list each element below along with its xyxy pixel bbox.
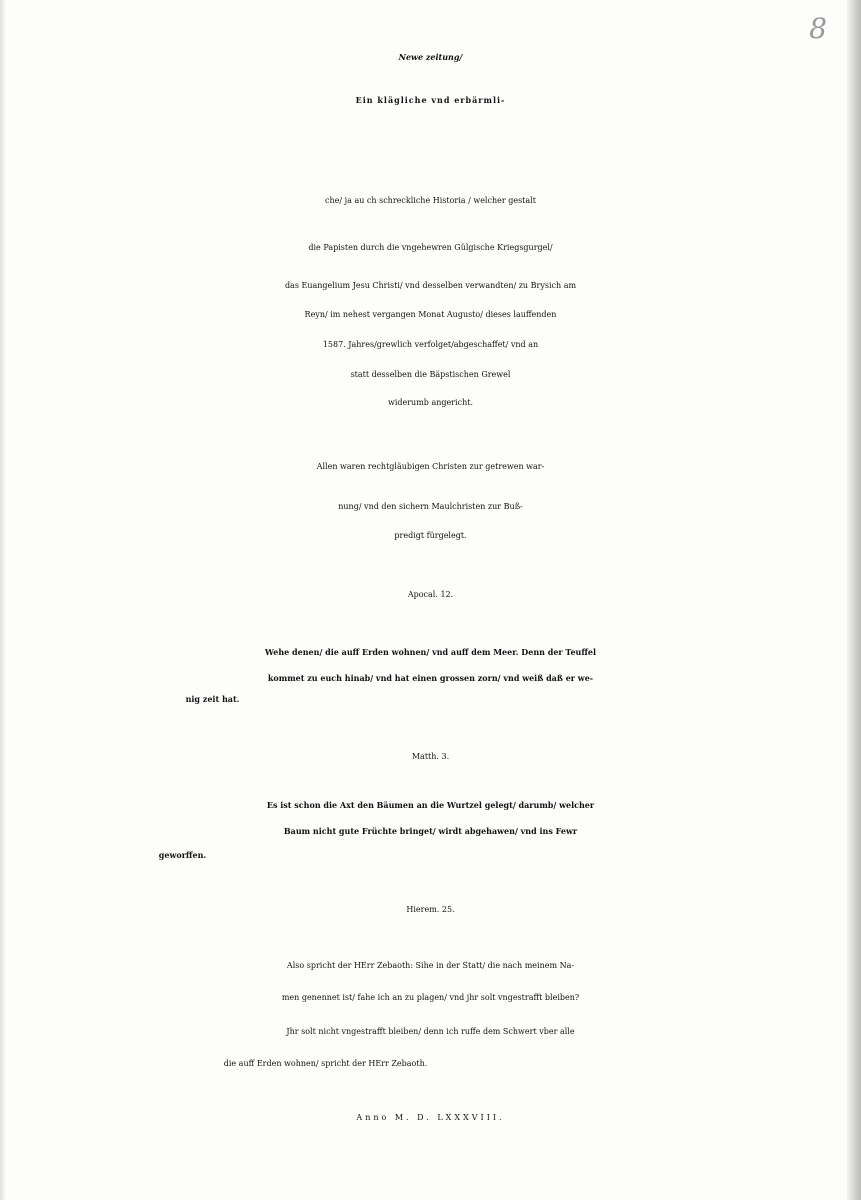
- citation-text-line: Jhr solt nicht vngestrafft bleiben/ denn ich ruffe dem Schwert vber alle: [286, 1027, 575, 1036]
- citation-text-line: Wehe denen/ die auff Erden wohnen/ vnd auff dem Meer. Denn der Teuffel: [264, 647, 597, 657]
- citation-text-line: die auff Erden wohnen/ spricht der HErr Zebaoth.: [223, 1059, 428, 1068]
- page-left-edge: [0, 0, 6, 1200]
- main-heading: Ein klägliche vnd erbärmli-: [355, 95, 506, 105]
- citation-reference-hierem: Hierem. 25.: [406, 905, 455, 914]
- citation-text-line: men genennet ist/ fahe ich an zu plagen/ vnd jhr solt vngestrafft bleiben?: [281, 993, 580, 1002]
- title-line: statt desselben die Bäpstischen Grewel: [350, 370, 511, 379]
- citation-text-line: Also spricht der HErr Zebaoth: Sihe in der Statt/ die nach meinem Na-: [286, 961, 575, 970]
- citation-text-line: nig zeit hat.: [185, 694, 240, 704]
- page-right-edge: [847, 0, 861, 1200]
- citation-text-line: Baum nicht gute Früchte bringet/ wirdt abgehawen/ vnd ins Fewr: [283, 826, 578, 836]
- address-line: predigt fürgelegt.: [394, 531, 467, 540]
- page-number: 8: [809, 12, 827, 45]
- newe-zeitung-heading: Newe zeitung/: [398, 52, 463, 62]
- title-line: Reyn/ im nehest vergangen Monat Augusto/ dieses lauffenden: [304, 310, 557, 319]
- citation-text-line: kommet zu euch hinab/ vnd hat einen grossen zorn/ vnd weiß daß er we-: [267, 673, 594, 683]
- citation-text-line: Es ist schon die Axt den Bäumen an die Wurtzel gelegt/ darumb/ welcher: [266, 800, 595, 810]
- citation-reference-matth: Matth. 3.: [411, 752, 450, 761]
- title-line: widerumb angericht.: [387, 398, 474, 407]
- title-line: che/ ja au ch schreckliche Historia / welcher gestalt: [325, 196, 536, 205]
- address-line: Allen waren rechtgläubigen Christen zur getrewen war-: [316, 462, 545, 471]
- imprint-year: Anno M. D. LXXXVIII.: [356, 1113, 505, 1122]
- title-line: 1587. Jahres/grewlich verfolget/abgeschaffet/ vnd an: [322, 340, 539, 349]
- citation-reference-apocal: Apocal. 12.: [407, 590, 454, 599]
- citation-text-line: geworffen.: [158, 850, 207, 860]
- title-line: das Euangelium Jesu Christi/ vnd desselben verwandten/ zu Brysich am: [284, 281, 577, 290]
- address-line: nung/ vnd den sichern Maulchristen zur Buß-: [338, 502, 523, 511]
- title-line: die Papisten durch die vngehewren Gülgische Kriegsgurgel/: [308, 243, 553, 252]
